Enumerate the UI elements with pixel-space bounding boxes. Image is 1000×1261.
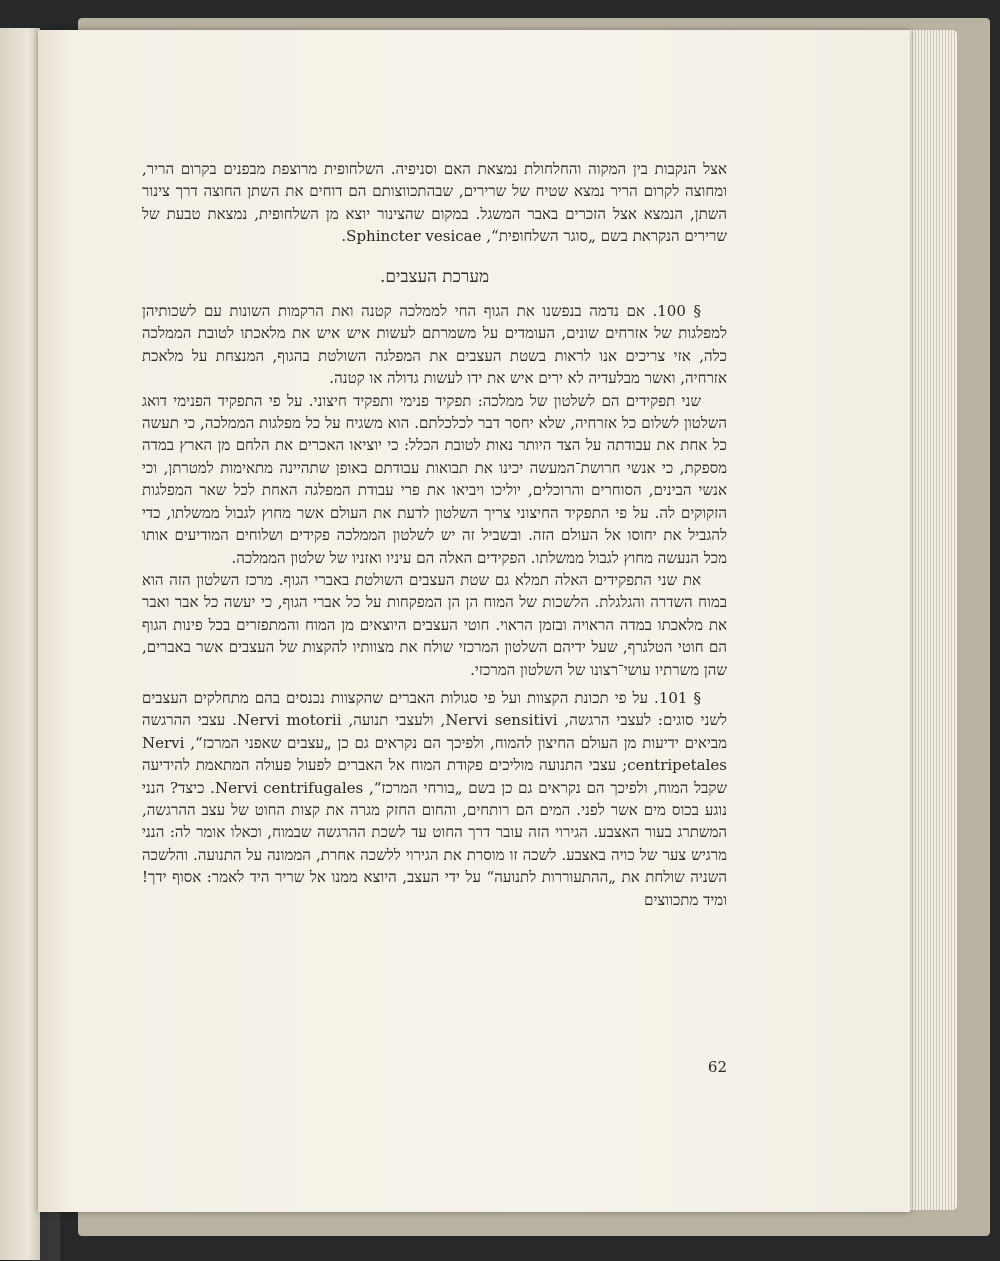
paragraph-100: § 100. אם נדמה בנפשנו את הגוף החי לממלכה קטנה ואת הרקמות השונות עם לשכותיהן למפלגות של אזרחים שונים, העומדים על משמרתם לעשות איש איש את מלאכתו לטובת הממלכה כלה, אזי צריכים אנו לראות בשטת העצבים את המפלגה השולטת בהגוף, המנצחת על מלאכת אזרחיה, ואשר מבלעדיה לא ירים איש את ידו לעשות גדולה או קטנה.: [142, 302, 727, 388]
page-number: 62: [707, 1058, 727, 1076]
book-page: [38, 30, 910, 1212]
facing-page-edge: [0, 28, 40, 1260]
page-text-block: [142, 158, 727, 911]
paragraph-101: § 101. על פי תכונת הקצוות ועל פי סגולות האברים שהקצוות נכנסים בהם מתחלקים העצבים לשני סוגים: לעצבי הרגשה, Nervi sensitivi, ולעצבי תנועה, Nervi motorii. עצבי ההרגשה מביאים ידיעות מן העולם החיצון להמוח, ולפיכך הם נקראים גם כן „עצבים שאפני המרכז“, Nervi centripetales; עצבי התנועה מוליכים פקודת המוח אל האברים לפעול פעולה המתאמת להידיעה שקבל המוח, ולפיכך הם נקראים גם כן בשם „בורחי המרכז“, Nervi centrifugales. כיצד? הנני נוגע בכוס מים אשר לפני. המים הם רותחים, והחום החזק מגרה את קצות החוט של עצב ההרגשה, המשתרג בעור האצבע. הגירוי הזה עובר דרך החוט עד לשכת ההרגשה שבמוח, וכאלו אומר לה: הנני מרגיש צער של כויה באצבע. לשכה זו מוסרת את הגירוי ללשכה אחרת, הממונה על התנועה. והלשכה השניה שולחת את „ההתעוררות לתנועה“ על ידי העצב, היוצא ממנו אל שריר היד לאמר: אסוף ידך! ומיד מתכווצים: [142, 688, 728, 909]
paragraph-100-b: שני תפקידים הם לשלטון של ממלכה: תפקיד פנימי ותפקיד חיצוני. על פי התפקיד הפנימי דואג השלטון לשלום כל אזרחיה, שלא יחסר דבר לכלכלתם. הוא משגיח על כל מפלגות הממלכה, כי תעשה כל אחת את עבודתה על הצד היותר נאות לטובת הכלל: כי יוציאו האכרים את הלחם מן הארץ במדה מספקת, כי אנשי חרושת־המעשה יכינו את תבואות עבודתם באופן שתהיינה מתאימות למטרתן, וכי אנשי הבינים, הסוחרים והרוכלים, יוליכו ויביאו את פרי עבודת המפלגה האחת לכל שאר המפלגות הזקוקים לה. על פי התפקיד החיצוני צריך השלטון לדעת את העולם אשר מחוץ לגבול ממשלתו, כדי להגביל את יחוסו אל העולם הזה. ובשביל זה יש לשלטון הממלכה פקידים ושלוחים המודיעים אותו מכל הנעשה מחוץ לגבול ממשלתו. הפקידים האלה הם עיניו ואזניו של שלטון הממלכה.: [142, 391, 727, 567]
intro-paragraph: אצל הנקבות בין המקוה והחלחולת נמצאת האם וסניפיה. השלחופית מרוצפת מבפנים בקרום הריר, ומחוצה לקרום הריר נמצא שטיח של שרירים, שבהתכווצותם הם דוחים את השתן החוצה דרך צינור השתן, הנמצא אצל הזכרים באבר המשגל. במקום שהצינור יוצא מן השלחופית, נמצאת טבעת של שרירים הנקראת בשם „סוגר השלחופית“, Sphincter vesicae.: [142, 160, 727, 246]
section-heading: מערכת העצבים.: [379, 266, 490, 287]
paragraph-100-c: את שני התפקידים האלה תמלא גם שטת העצבים השולטת באברי הגוף. מרכז השלטון הזה הוא במוח השדרה והגלגלת. הלשכות של המוח הן הן המפקחות על כל אברי הגוף, כי יעשה כל אבר ואבר את מלאכתו במדה הראויה ובזמן הראוי. חוטי העצבים היוצאים מן המוח והמתפזרים בכל פינות הגוף הם חוטי הטלגרף, שעל ידיהם השלטון המרכזי שולח את מצוותיו להקצות של העצבים אשר באברים, שהן משרתיו עושי־רצונו של השלטון המרכזי.: [142, 570, 727, 679]
